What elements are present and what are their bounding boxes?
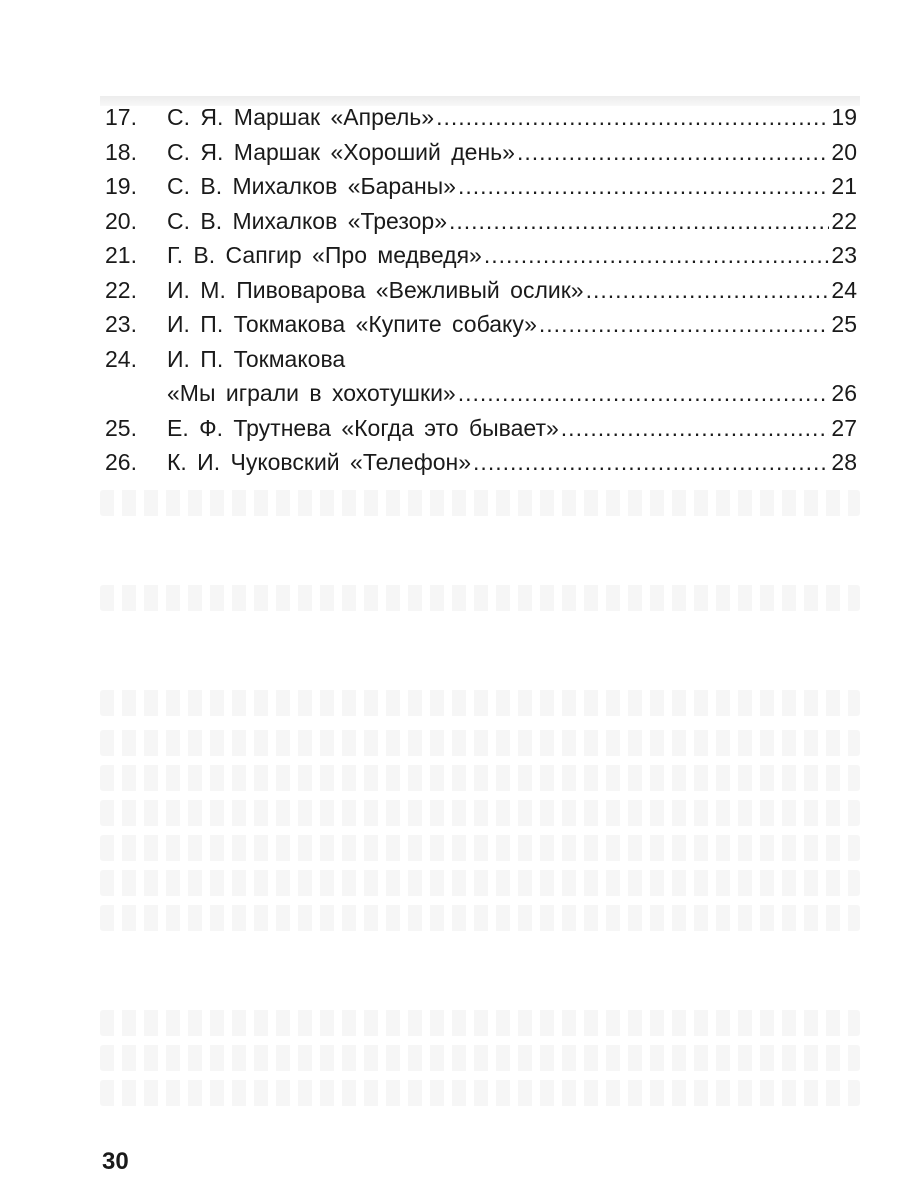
entry-title: И. П. Токмакова «Купите собаку»: [167, 311, 537, 337]
page-number: 30: [102, 1148, 129, 1175]
entry-number: 25.: [105, 414, 137, 441]
entry-page: 24: [831, 276, 857, 303]
show-through-line: [100, 730, 860, 756]
toc-entry: [105, 273, 857, 308]
dot-leader: [458, 376, 829, 411]
show-through-line: [100, 800, 860, 826]
entry-number: 26.: [105, 449, 137, 475]
toc-entry: [105, 307, 857, 342]
dot-leader: [484, 238, 829, 273]
toc-entry: [105, 100, 857, 135]
toc-entry: [105, 411, 857, 446]
dot-leader: [458, 169, 829, 204]
entry-number: 24.: [105, 345, 137, 372]
show-through-line: [100, 690, 860, 716]
toc-entry-continuation: [105, 376, 857, 411]
entry-page: 25: [831, 311, 857, 337]
entry-page: 23: [831, 242, 857, 268]
entry-title: И. М. Пивоварова «Вежливый ослик»: [167, 276, 584, 303]
entry-number: 17.: [105, 104, 137, 130]
entry-number: 19.: [105, 173, 137, 199]
entry-number: 20.: [105, 207, 137, 234]
toc-entry: [105, 204, 857, 239]
show-through-line: [100, 1010, 860, 1036]
toc-entry: [105, 342, 857, 377]
entry-page: 27: [831, 414, 857, 441]
entry-page: 28: [831, 449, 857, 475]
entry-number: 22.: [105, 276, 137, 303]
dot-leader: [449, 204, 829, 239]
toc-entry: [105, 445, 857, 480]
entry-title: Е. Ф. Трутнева «Когда это бывает»: [167, 414, 559, 441]
entry-title: С. В. Михалков «Трезор»: [167, 207, 447, 234]
show-through-line: [100, 585, 860, 611]
dot-leader: [561, 411, 829, 446]
toc-entry: [105, 135, 857, 170]
entry-number: 18.: [105, 138, 137, 165]
entry-page: 22: [831, 207, 857, 234]
entry-title: С. Я. Маршак «Хороший день»: [167, 138, 515, 165]
show-through-line: [100, 1045, 860, 1071]
entry-title-continuation: «Мы играли в хохотушки»: [167, 380, 456, 406]
entry-page: 19: [831, 104, 857, 130]
dot-leader: [586, 273, 829, 308]
entry-number: 23.: [105, 311, 137, 337]
show-through-line: [100, 835, 860, 861]
entry-page: 26: [831, 380, 857, 406]
show-through-line: [100, 870, 860, 896]
show-through-line: [100, 905, 860, 931]
toc-entry: [105, 238, 857, 273]
entry-number: 21.: [105, 242, 137, 268]
entry-page: 20: [831, 138, 857, 165]
entry-title: К. И. Чуковский «Телефон»: [167, 449, 472, 475]
entry-title: С. Я. Маршак «Апрель»: [167, 104, 435, 130]
entry-title: Г. В. Сапгир «Про медведя»: [167, 242, 482, 268]
entry-title: С. В. Михалков «Бараны»: [167, 173, 456, 199]
dot-leader: [473, 445, 829, 480]
toc-entry: [105, 169, 857, 204]
dot-leader: [539, 307, 829, 342]
dot-leader: [517, 135, 829, 170]
show-through-line: [100, 1080, 860, 1106]
entry-page: 21: [831, 173, 857, 199]
show-through-line: [100, 765, 860, 791]
table-of-contents: [105, 100, 857, 480]
dot-leader: [436, 100, 829, 135]
show-through-line: [100, 490, 860, 516]
entry-title: И. П. Токмакова: [167, 345, 346, 372]
